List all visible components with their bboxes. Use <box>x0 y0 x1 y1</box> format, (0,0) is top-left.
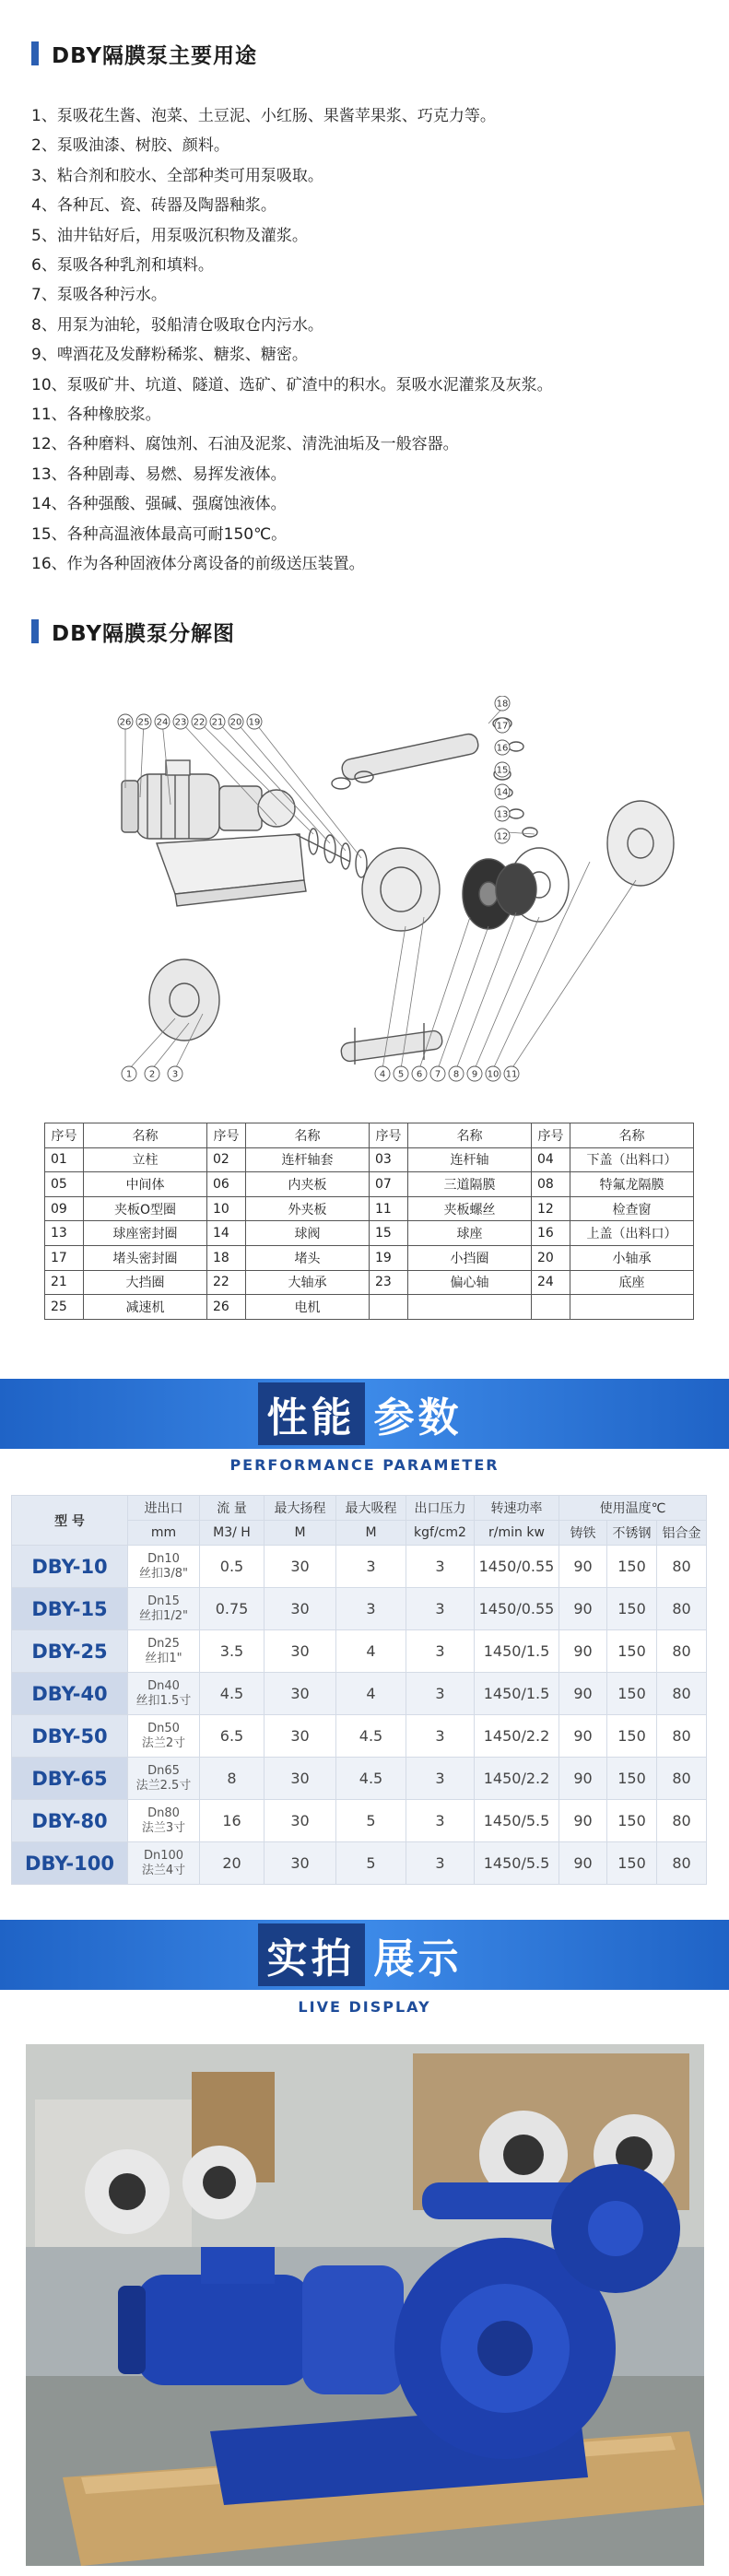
value-t2: 150 <box>607 1800 657 1842</box>
callout-25 <box>136 714 151 729</box>
uses-list <box>31 101 713 580</box>
svg-text:16: 16 <box>496 743 509 754</box>
value-suction: 4 <box>336 1673 406 1715</box>
part-name: 堵头 <box>246 1245 370 1270</box>
callout-22 <box>192 714 206 729</box>
callout-1 <box>122 1066 136 1081</box>
part-name: 中间体 <box>84 1172 207 1197</box>
callout-10 <box>486 1066 500 1081</box>
performance-banner <box>0 1379 729 1449</box>
port-cell <box>128 1673 200 1715</box>
part-name: 夹板螺丝 <box>408 1196 532 1221</box>
part-name: 上盖（出料口） <box>570 1221 694 1246</box>
port-connection: 法兰3寸 <box>141 1820 186 1835</box>
model-cell: DBY-25 <box>12 1630 128 1673</box>
parts-header-cell: 名称 <box>84 1123 207 1148</box>
performance-row <box>12 1715 707 1758</box>
part-number: 25 <box>45 1295 84 1320</box>
value-speed: 1450/2.2 <box>475 1715 559 1758</box>
value-speed: 1450/0.55 <box>475 1546 559 1588</box>
header-lift: 最大扬程 <box>265 1496 336 1521</box>
part-name: 偏心轴 <box>408 1270 532 1295</box>
callout-15 <box>495 762 510 777</box>
part-number: 11 <box>370 1196 408 1221</box>
svg-text:18: 18 <box>496 699 509 710</box>
callout-5 <box>394 1066 408 1081</box>
part-name: 外夹板 <box>246 1196 370 1221</box>
model-cell: DBY-100 <box>12 1842 128 1885</box>
part-name: 立柱 <box>84 1147 207 1172</box>
value-suction: 5 <box>336 1800 406 1842</box>
use-item: 2、泵吸油漆、树胶、颜料。 <box>31 136 229 156</box>
port-size: Dn65 <box>147 1763 180 1778</box>
port-cell <box>128 1715 200 1758</box>
value-t3: 80 <box>657 1630 707 1673</box>
port-size: Dn50 <box>147 1721 180 1735</box>
svg-text:6: 6 <box>416 1069 423 1080</box>
part-name: 球座 <box>408 1221 532 1246</box>
header-model: 型 号 <box>12 1496 128 1546</box>
uses-section-title: DBY隔膜泵主要用途 <box>52 43 258 68</box>
value-pressure: 3 <box>406 1800 475 1842</box>
callout-7 <box>430 1066 445 1081</box>
value-lift: 30 <box>265 1673 336 1715</box>
use-item: 8、用泵为油轮，驳船清仓吸取仓内污水。 <box>31 315 323 335</box>
svg-text:23: 23 <box>174 717 187 728</box>
part-name: 小轴承 <box>570 1245 694 1270</box>
value-pressure: 3 <box>406 1630 475 1673</box>
value-t2: 150 <box>607 1758 657 1800</box>
use-item: 5、油井钻好后，用泵吸沉积物及灌浆。 <box>31 226 308 245</box>
performance-title-b: 参数 <box>373 1394 463 1441</box>
svg-text:17: 17 <box>496 721 509 732</box>
value-flow: 0.5 <box>200 1546 265 1588</box>
part-number: 15 <box>370 1221 408 1246</box>
svg-text:11: 11 <box>505 1069 518 1080</box>
parts-row <box>45 1196 694 1221</box>
value-t3: 80 <box>657 1842 707 1885</box>
part-name: 大轴承 <box>246 1270 370 1295</box>
value-t1: 90 <box>559 1800 607 1842</box>
svg-text:4: 4 <box>379 1069 386 1080</box>
part-number <box>370 1295 408 1320</box>
callout-8 <box>449 1066 464 1081</box>
value-t3: 80 <box>657 1673 707 1715</box>
part-name <box>408 1295 532 1320</box>
svg-text:15: 15 <box>496 765 509 776</box>
parts-row <box>45 1245 694 1270</box>
value-suction: 5 <box>336 1842 406 1885</box>
parts-row <box>45 1295 694 1320</box>
value-t1: 90 <box>559 1673 607 1715</box>
unit-lift: M <box>265 1521 336 1546</box>
header-pressure: 出口压力 <box>406 1496 475 1521</box>
port-size: Dn100 <box>143 1848 184 1863</box>
callout-26 <box>118 714 133 729</box>
value-t2: 150 <box>607 1842 657 1885</box>
port-cell <box>128 1842 200 1885</box>
port-size: Dn10 <box>147 1551 180 1566</box>
part-name: 连杆轴套 <box>246 1147 370 1172</box>
callout-14 <box>495 784 510 799</box>
callout-12 <box>495 829 510 843</box>
part-number: 24 <box>532 1270 570 1295</box>
port-cell <box>128 1800 200 1842</box>
use-item: 4、各种瓦、瓷、砖器及陶器釉浆。 <box>31 196 276 216</box>
unit-temp-aluminum: 铝合金 <box>657 1521 707 1546</box>
value-t1: 90 <box>559 1588 607 1630</box>
part-number: 07 <box>370 1172 408 1197</box>
pump-photo-illustration <box>26 2044 704 2566</box>
performance-row <box>12 1588 707 1630</box>
value-speed: 1450/0.55 <box>475 1588 559 1630</box>
part-number: 19 <box>370 1245 408 1270</box>
svg-text:12: 12 <box>496 831 509 842</box>
part-name: 电机 <box>246 1295 370 1320</box>
port-connection: 法兰2.5寸 <box>135 1778 192 1793</box>
unit-temp-stainless: 不锈钢 <box>607 1521 657 1546</box>
value-lift: 30 <box>265 1630 336 1673</box>
part-name <box>570 1295 694 1320</box>
use-item: 9、啤酒花及发酵粉稀浆、糖浆、糖密。 <box>31 346 308 365</box>
parts-header-cell: 序号 <box>45 1123 84 1148</box>
unit-flow: M3/ H <box>200 1521 265 1546</box>
use-item: 1、泵吸花生酱、泡菜、土豆泥、小红肠、果酱苹果浆、巧克力等。 <box>31 107 496 125</box>
part-number: 12 <box>532 1196 570 1221</box>
value-flow: 3.5 <box>200 1630 265 1673</box>
part-number: 01 <box>45 1147 84 1172</box>
callout-4 <box>375 1066 390 1081</box>
part-number: 14 <box>207 1221 246 1246</box>
value-speed: 1450/5.5 <box>475 1842 559 1885</box>
part-number: 20 <box>532 1245 570 1270</box>
value-flow: 8 <box>200 1758 265 1800</box>
parts-row <box>45 1270 694 1295</box>
parts-row <box>45 1147 694 1172</box>
value-t3: 80 <box>657 1588 707 1630</box>
value-flow: 6.5 <box>200 1715 265 1758</box>
part-number: 02 <box>207 1147 246 1172</box>
value-t2: 150 <box>607 1673 657 1715</box>
value-speed: 1450/5.5 <box>475 1800 559 1842</box>
value-t1: 90 <box>559 1842 607 1885</box>
value-suction: 3 <box>336 1546 406 1588</box>
part-number: 04 <box>532 1147 570 1172</box>
value-lift: 30 <box>265 1758 336 1800</box>
part-name: 球座密封圈 <box>84 1221 207 1246</box>
svg-text:21: 21 <box>211 717 224 728</box>
unit-suction: M <box>336 1521 406 1546</box>
part-number <box>532 1295 570 1320</box>
svg-text:3: 3 <box>171 1069 179 1080</box>
unit-speed: r/min kw <box>475 1521 559 1546</box>
use-item: 13、各种剧毒、易燃、易挥发液体。 <box>31 465 287 484</box>
parts-header-cell: 序号 <box>370 1123 408 1148</box>
part-name: 球阀 <box>246 1221 370 1246</box>
svg-text:22: 22 <box>193 717 206 728</box>
part-number: 21 <box>45 1270 84 1295</box>
port-size: Dn40 <box>147 1678 180 1693</box>
value-t3: 80 <box>657 1715 707 1758</box>
svg-text:24: 24 <box>156 717 169 728</box>
live-title-b: 展示 <box>373 1935 463 1982</box>
model-cell: DBY-40 <box>12 1673 128 1715</box>
unit-port: mm <box>128 1521 200 1546</box>
part-number: 23 <box>370 1270 408 1295</box>
performance-row <box>12 1630 707 1673</box>
parts-header-cell: 名称 <box>570 1123 694 1148</box>
callout-3 <box>168 1066 182 1081</box>
value-t1: 90 <box>559 1630 607 1673</box>
callout-20 <box>229 714 243 729</box>
part-name: 大挡圈 <box>84 1270 207 1295</box>
part-number: 18 <box>207 1245 246 1270</box>
value-suction: 3 <box>336 1588 406 1630</box>
part-name: 检查窗 <box>570 1196 694 1221</box>
parts-header-cell: 名称 <box>408 1123 532 1148</box>
parts-header-cell: 序号 <box>207 1123 246 1148</box>
port-size: Dn25 <box>147 1636 180 1651</box>
callout-21 <box>210 714 225 729</box>
svg-text:1: 1 <box>125 1069 133 1080</box>
performance-table-wrap <box>11 1495 706 1885</box>
callout-17 <box>495 718 510 733</box>
value-pressure: 3 <box>406 1546 475 1588</box>
use-item: 7、泵吸各种污水。 <box>31 286 167 305</box>
svg-text:26: 26 <box>119 717 132 728</box>
svg-text:20: 20 <box>229 717 242 728</box>
value-pressure: 3 <box>406 1588 475 1630</box>
callout-6 <box>412 1066 427 1081</box>
part-number: 17 <box>45 1245 84 1270</box>
live-banner <box>0 1920 729 1990</box>
svg-text:14: 14 <box>496 787 509 798</box>
callout-16 <box>495 740 510 755</box>
part-number: 09 <box>45 1196 84 1221</box>
part-name: 下盖（出料口） <box>570 1147 694 1172</box>
part-name: 小挡圈 <box>408 1245 532 1270</box>
performance-table <box>11 1495 707 1885</box>
performance-row <box>12 1842 707 1885</box>
header-speed: 转速功率 <box>475 1496 559 1521</box>
svg-text:5: 5 <box>397 1069 405 1080</box>
svg-text:10: 10 <box>487 1069 500 1080</box>
part-number: 16 <box>532 1221 570 1246</box>
port-connection: 法兰2寸 <box>141 1735 186 1750</box>
part-number: 22 <box>207 1270 246 1295</box>
svg-text:2: 2 <box>148 1069 156 1080</box>
use-item: 15、各种高温液体最高可耐150℃。 <box>31 524 288 544</box>
part-name: 三道隔膜 <box>408 1172 532 1197</box>
part-number: 26 <box>207 1295 246 1320</box>
port-size: Dn15 <box>147 1594 180 1608</box>
use-item: 6、泵吸各种乳剂和填料。 <box>31 256 214 276</box>
header-temp: 使用温度℃ <box>559 1496 707 1521</box>
performance-row <box>12 1546 707 1588</box>
value-pressure: 3 <box>406 1758 475 1800</box>
port-connection: 丝扣3/8" <box>139 1566 188 1581</box>
value-t1: 90 <box>559 1546 607 1588</box>
callout-24 <box>155 714 170 729</box>
callout-11 <box>504 1066 519 1081</box>
part-name: 内夹板 <box>246 1172 370 1197</box>
value-flow: 20 <box>200 1842 265 1885</box>
part-name: 连杆轴 <box>408 1147 532 1172</box>
model-cell: DBY-50 <box>12 1715 128 1758</box>
value-lift: 30 <box>265 1546 336 1588</box>
callout-9 <box>467 1066 482 1081</box>
value-suction: 4.5 <box>336 1758 406 1800</box>
uses-section-header <box>31 35 257 72</box>
part-name: 夹板O型圈 <box>84 1196 207 1221</box>
value-lift: 30 <box>265 1842 336 1885</box>
use-item: 12、各种磨料、腐蚀剂、石油及泥浆、清洗油垢及一般容器。 <box>31 435 459 454</box>
live-subtitle: LIVE DISPLAY <box>298 1998 431 2016</box>
value-t1: 90 <box>559 1715 607 1758</box>
port-cell <box>128 1588 200 1630</box>
part-name: 特氟龙隔膜 <box>570 1172 694 1197</box>
value-t2: 150 <box>607 1630 657 1673</box>
value-speed: 1450/2.2 <box>475 1758 559 1800</box>
part-name: 堵头密封圈 <box>84 1245 207 1270</box>
parts-table <box>44 1123 694 1320</box>
port-cell <box>128 1630 200 1673</box>
value-pressure: 3 <box>406 1715 475 1758</box>
callout-23 <box>173 714 188 729</box>
exploded-section-title: DBY隔膜泵分解图 <box>52 621 236 646</box>
header-suction: 最大吸程 <box>336 1496 406 1521</box>
header-port: 进出口 <box>128 1496 200 1521</box>
model-cell: DBY-80 <box>12 1800 128 1842</box>
value-t2: 150 <box>607 1588 657 1630</box>
value-pressure: 3 <box>406 1673 475 1715</box>
svg-text:9: 9 <box>471 1069 478 1080</box>
value-t1: 90 <box>559 1758 607 1800</box>
value-suction: 4 <box>336 1630 406 1673</box>
value-lift: 30 <box>265 1715 336 1758</box>
value-t3: 80 <box>657 1546 707 1588</box>
model-cell: DBY-15 <box>12 1588 128 1630</box>
parts-header-cell: 序号 <box>532 1123 570 1148</box>
callout-2 <box>145 1066 159 1081</box>
svg-text:13: 13 <box>496 809 509 820</box>
performance-row <box>12 1673 707 1715</box>
section-marker <box>31 619 39 643</box>
part-number: 03 <box>370 1147 408 1172</box>
part-number: 13 <box>45 1221 84 1246</box>
value-suction: 4.5 <box>336 1715 406 1758</box>
value-t3: 80 <box>657 1800 707 1842</box>
value-speed: 1450/1.5 <box>475 1630 559 1673</box>
use-item: 10、泵吸矿井、坑道、隧道、选矿、矿渣中的积水。泵吸水泥灌浆及灰浆。 <box>31 375 553 394</box>
svg-text:25: 25 <box>137 717 150 728</box>
value-lift: 30 <box>265 1800 336 1842</box>
use-item: 3、粘合剂和胶水、全部种类可用泵吸取。 <box>31 166 323 185</box>
port-connection: 丝扣1" <box>145 1651 182 1665</box>
header-flow: 流 量 <box>200 1496 265 1521</box>
performance-row <box>12 1758 707 1800</box>
unit-pressure: kgf/cm2 <box>406 1521 475 1546</box>
parts-row <box>45 1172 694 1197</box>
port-connection: 丝扣1.5寸 <box>135 1693 192 1708</box>
model-cell: DBY-65 <box>12 1758 128 1800</box>
parts-row <box>45 1221 694 1246</box>
unit-temp-cast-iron: 铸铁 <box>559 1521 607 1546</box>
callout-19 <box>247 714 262 729</box>
use-item: 14、各种强酸、强碱、强腐蚀液体。 <box>31 495 287 514</box>
model-cell: DBY-10 <box>12 1546 128 1588</box>
value-flow: 4.5 <box>200 1673 265 1715</box>
port-size: Dn80 <box>147 1806 180 1820</box>
value-t2: 150 <box>607 1546 657 1588</box>
parts-header-row <box>45 1123 694 1148</box>
section-marker <box>31 41 39 65</box>
port-cell <box>128 1546 200 1588</box>
use-item: 11、各种橡胶浆。 <box>31 406 161 425</box>
part-name: 减速机 <box>84 1295 207 1320</box>
value-pressure: 3 <box>406 1842 475 1885</box>
performance-subtitle: PERFORMANCE PARAMETER <box>229 1456 500 1474</box>
port-connection: 法兰4寸 <box>141 1863 186 1877</box>
value-t3: 80 <box>657 1758 707 1800</box>
port-cell <box>128 1758 200 1800</box>
performance-row <box>12 1800 707 1842</box>
exploded-diagram <box>37 696 691 1120</box>
part-name: 底座 <box>570 1270 694 1295</box>
callout-13 <box>495 806 510 821</box>
svg-text:7: 7 <box>434 1069 441 1080</box>
product-photo <box>26 2044 704 2566</box>
value-flow: 16 <box>200 1800 265 1842</box>
exploded-section-header <box>31 613 235 650</box>
value-lift: 30 <box>265 1588 336 1630</box>
part-number: 06 <box>207 1172 246 1197</box>
performance-title-a: 性能 <box>258 1382 365 1445</box>
port-connection: 丝扣1/2" <box>139 1608 188 1623</box>
value-flow: 0.75 <box>200 1588 265 1630</box>
callout-18 <box>495 696 510 711</box>
value-speed: 1450/1.5 <box>475 1673 559 1715</box>
svg-text:8: 8 <box>453 1069 460 1080</box>
use-item: 16、作为各种固液体分离设备的前级送压装置。 <box>31 555 365 574</box>
part-number: 10 <box>207 1196 246 1221</box>
value-t2: 150 <box>607 1715 657 1758</box>
parts-header-cell: 名称 <box>246 1123 370 1148</box>
part-number: 05 <box>45 1172 84 1197</box>
live-title-a: 实拍 <box>258 1923 365 1986</box>
svg-text:19: 19 <box>248 717 261 728</box>
part-number: 08 <box>532 1172 570 1197</box>
